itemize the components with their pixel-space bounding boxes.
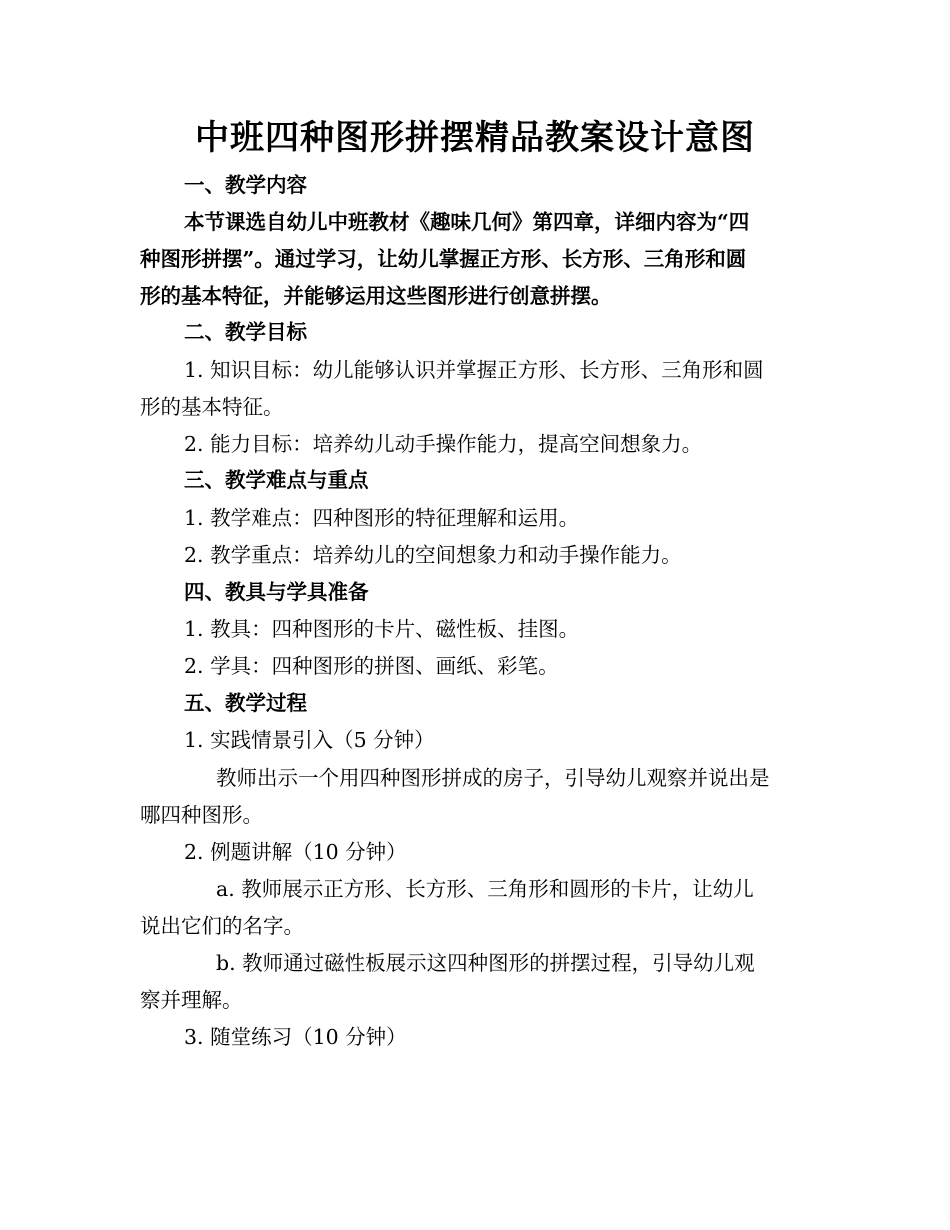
section-heading-2: 二、教学目标 [184,320,307,344]
sub-list-item: a. 教师展示正方形、长方形、三角形和圆形的卡片，让幼儿 [216,877,754,901]
list-item: 2. 教学重点：培养幼儿的空间想象力和动手操作能力。 [184,543,682,567]
paragraph-line: 本节课选自幼儿中班教材《趣味几何》第四章，详细内容为“四 [184,210,750,234]
section-heading-5: 五、教学过程 [184,691,307,715]
list-item: 1. 实践情景引入（5 分钟） [184,728,435,752]
sub-list-item-continuation: 说出它们的名字。 [140,914,304,938]
section-heading-4: 四、教具与学具准备 [184,580,369,604]
list-item: 2. 学具：四种图形的拼图、画纸、彩笔。 [184,654,559,678]
list-item: 1. 教学难点：四种图形的特征理解和运用。 [184,506,580,530]
list-item: 1. 知识目标：幼儿能够认识并掌握正方形、长方形、三角形和圆 [184,358,764,382]
list-item-continuation: 形的基本特征。 [140,395,284,419]
paragraph-line: 教师出示一个用四种图形拼成的房子，引导幼儿观察并说出是 [216,766,770,790]
paragraph-line: 形的基本特征，并能够运用这些图形进行创意拼摆。 [140,284,612,308]
document-title: 中班四种图形拼摆精品教案设计意图 [195,118,755,158]
list-item: 3. 随堂练习（10 分钟） [184,1025,407,1049]
list-item: 2. 能力目标：培养幼儿动手操作能力，提高空间想象力。 [184,432,703,456]
paragraph-line: 种图形拼摆”。通过学习，让幼儿掌握正方形、长方形、三角形和圆 [140,247,747,271]
section-heading-3: 三、教学难点与重点 [184,468,369,492]
list-item: 1. 教具：四种图形的卡片、磁性板、挂图。 [184,617,580,641]
sub-list-item: b. 教师通过磁性板展示这四种图形的拼摆过程，引导幼儿观 [216,951,755,975]
sub-list-item-continuation: 察并理解。 [140,988,243,1012]
section-heading-1: 一、教学内容 [184,173,307,197]
list-item: 2. 例题讲解（10 分钟） [184,840,407,864]
paragraph-line: 哪四种图形。 [140,803,263,827]
